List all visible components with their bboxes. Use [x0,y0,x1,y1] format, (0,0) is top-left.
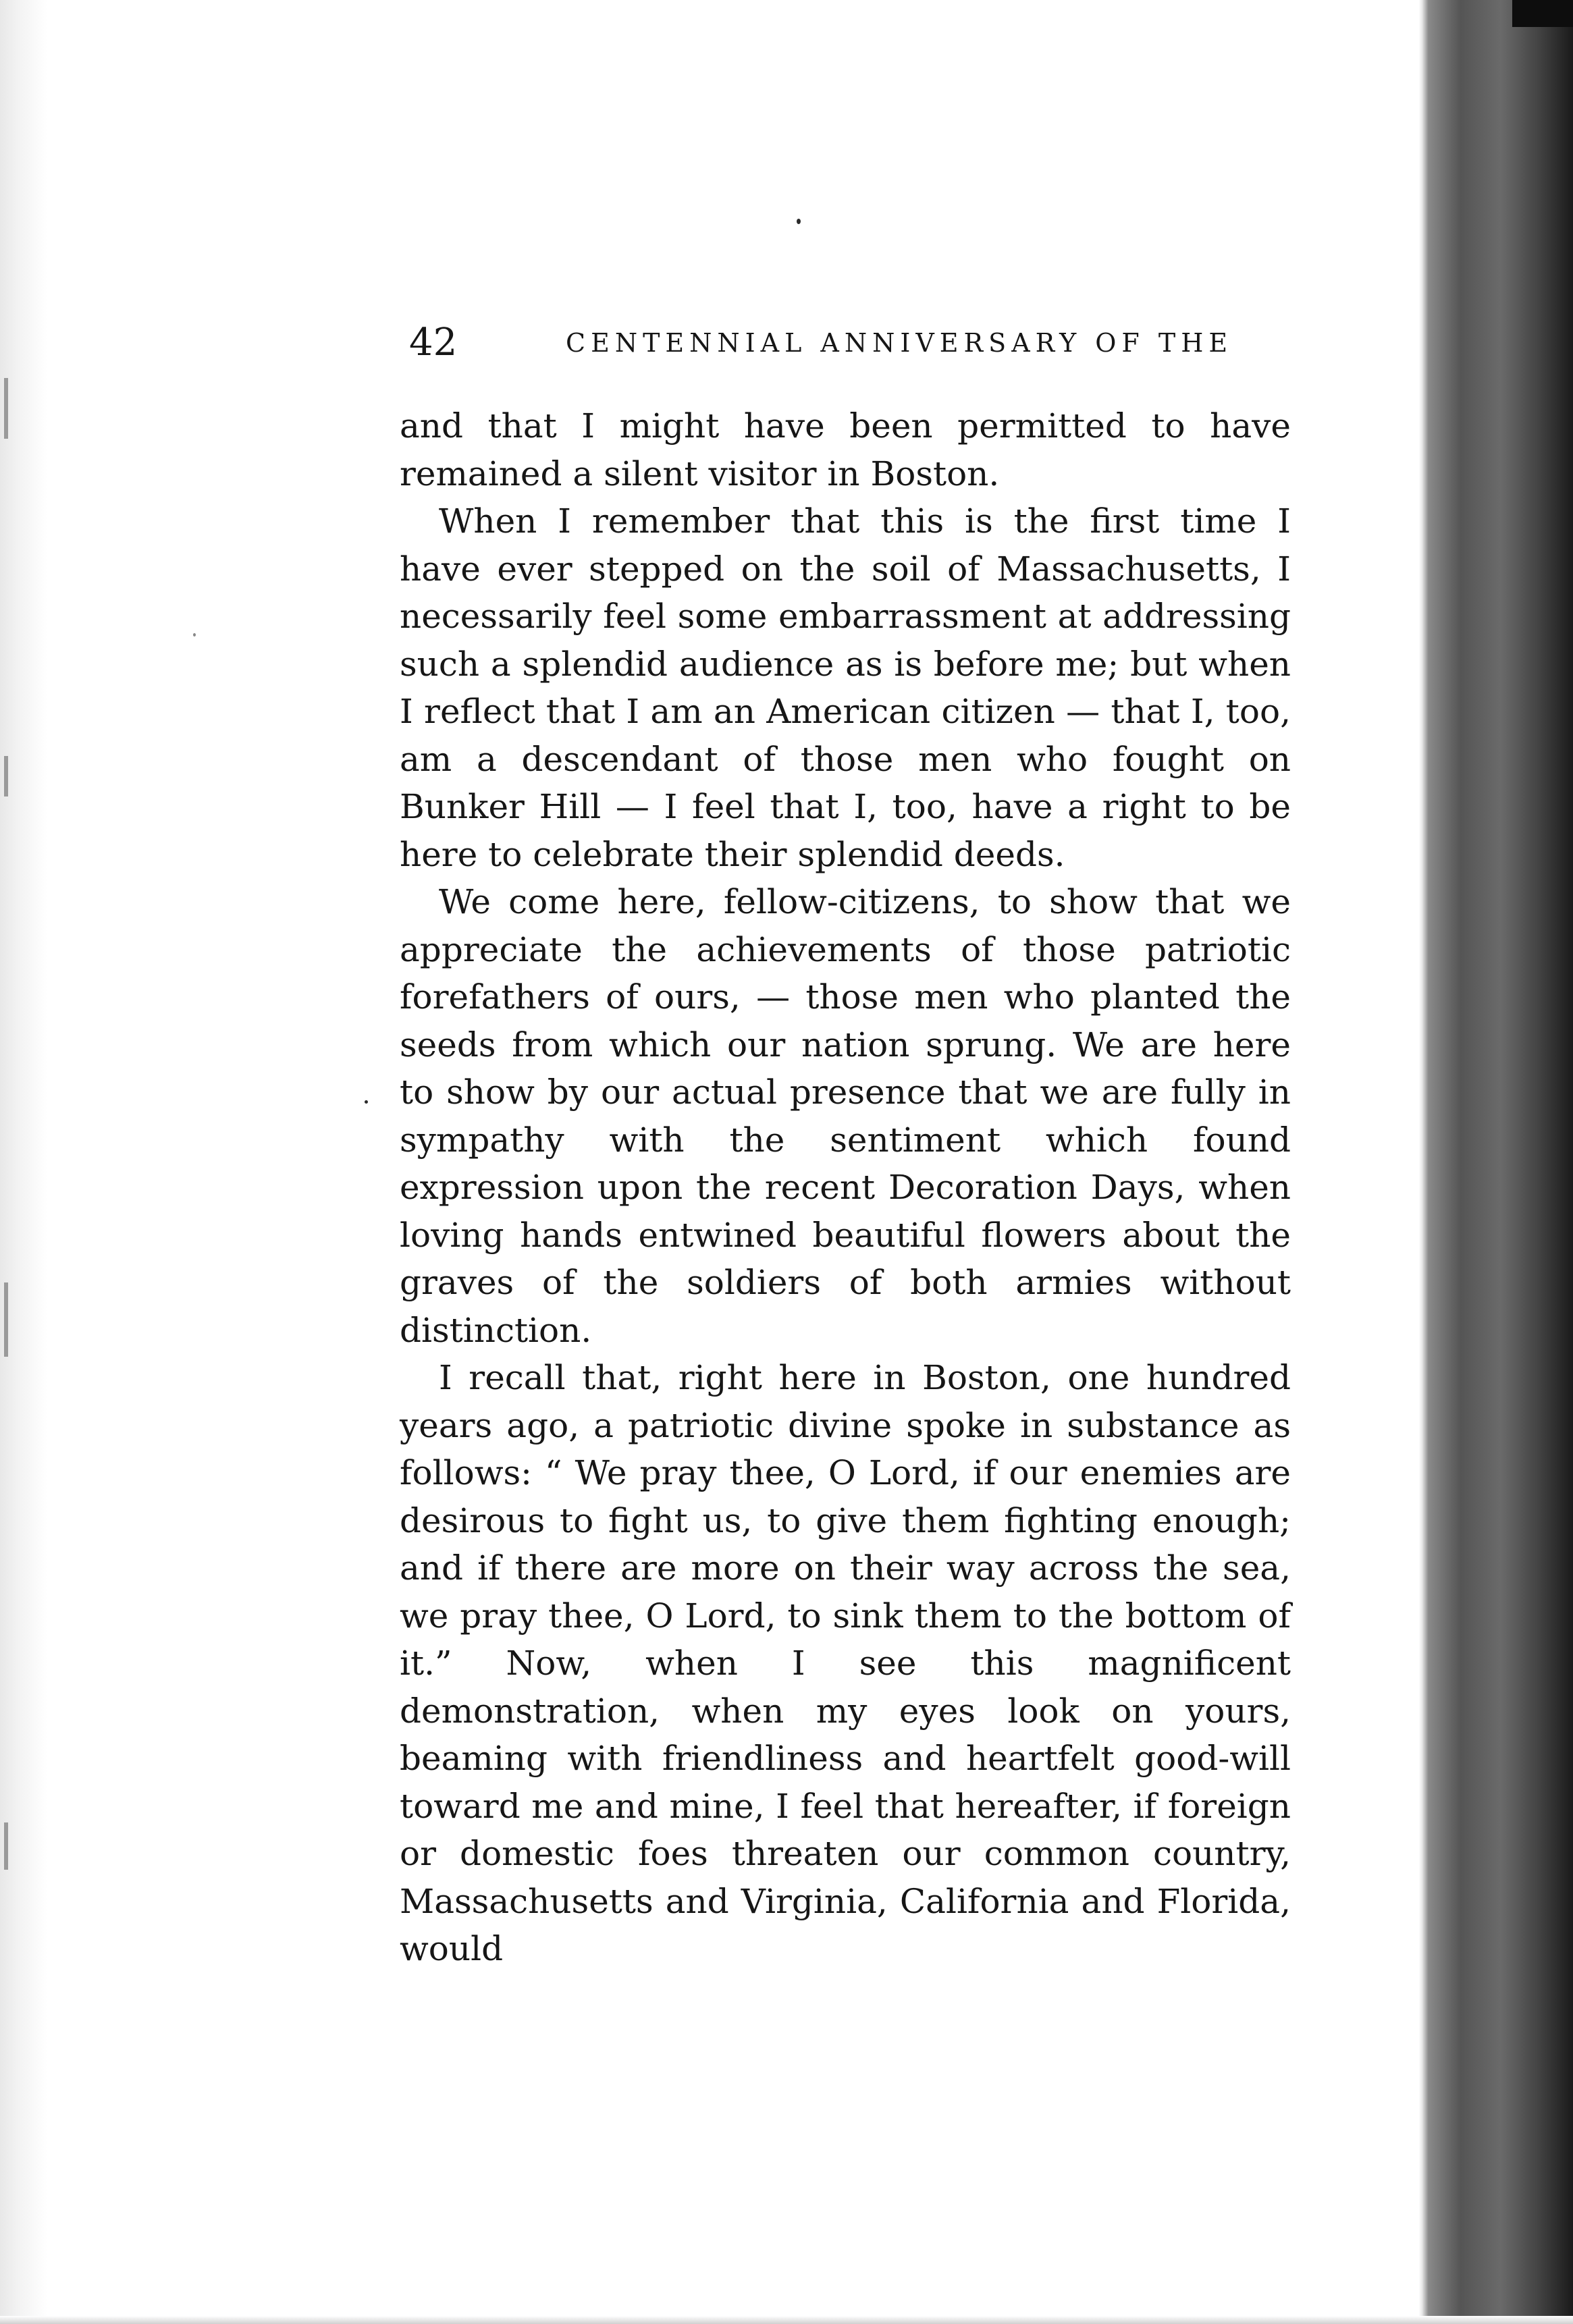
left-binding-shadow [0,0,47,2324]
running-head: CENTENNIAL ANNIVERSARY OF THE [566,328,1233,358]
scan-speck [797,219,801,224]
bottom-page-edge [0,2316,1573,2324]
paragraph: I recall that, right here in Boston, one hundred years ago, a patriotic divine spoke in substance as follows: “ We pray thee, O Lord, if our enemies are desirous to fight us, to give them fighting enough; and if there are more on their way across the sea, we pray thee, O Lord, to sink them to the bottom of it.” Now, when I see this magnificent demonstration, when my eyes look on yours, beaming with friendliness and heartfelt good-will toward me and mine, I feel that hereafter, if foreign or domestic foes threaten our common country, Massachusetts and Virginia, California and Florida, would [400,1358,1291,1968]
page-number: 42 [409,321,458,364]
binding-mark [4,1282,8,1357]
body-text [400,402,1291,1973]
scan-speck [193,633,196,637]
paragraph: and that I might have been permitted to have remained a silent visitor in Boston. [400,406,1291,493]
binding-mark [4,756,8,796]
paragraph: When I remember that this is the first time I have ever stepped on the soil of Massachusetts, I necessarily feel some embarrassment at addressing such a splendid audience as is before me; but when I reflect that I am an American citizen — that I, too, am a descendant of those men who fought on Bunker Hill — I feel that I, too, have a right to be here to celebrate their splendid deeds. [400,502,1291,874]
paragraph: We come here, fellow-citizens, to show that we appreciate the achievements of those patriotic forefathers of ours, — those men who planted the seeds from which our nation sprung. We are here to show by our actual presence that we are fully in sympathy with the sentiment which found expression upon the recent Decoration Days, when loving hands entwined beautiful flowers about the graves of the soldiers of both armies without distinction. [400,882,1291,1350]
right-edge-top-band [1512,0,1573,27]
binding-mark [4,1822,8,1870]
page-header [409,316,1287,370]
binding-mark [4,378,8,439]
scan-speck [365,1100,368,1104]
right-page-edge-shadow [1412,0,1573,2324]
